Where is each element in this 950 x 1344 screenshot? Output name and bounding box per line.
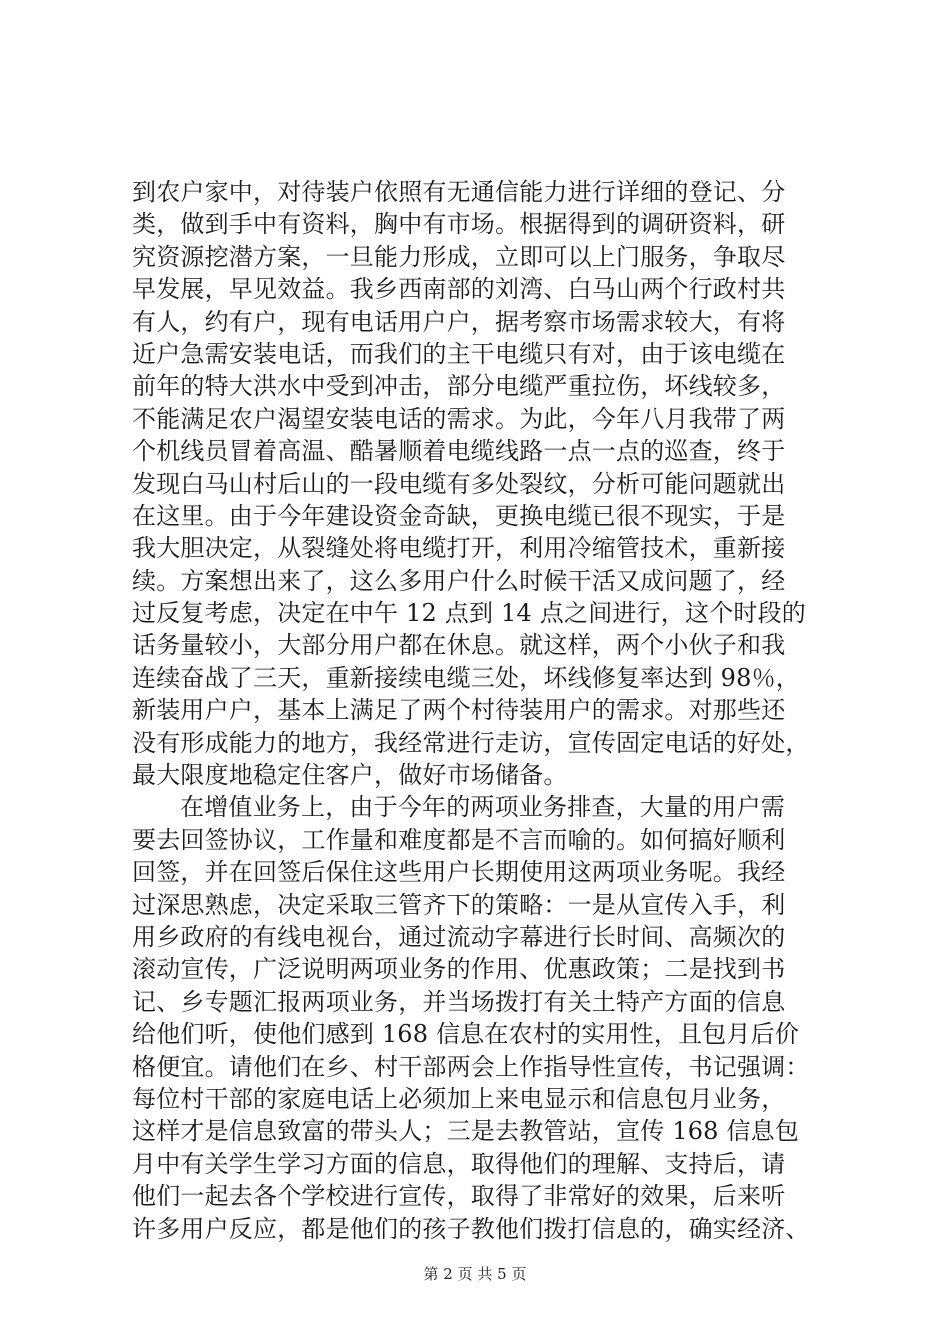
text-line: 记、乡专题汇报两项业务，并当场拨打有关土特产方面的信息 — [132, 987, 786, 1016]
text-line: 最大限度地稳定住客户，做好市场储备。 — [132, 761, 568, 790]
text-line: 给他们听，使他们感到 168 信息在农村的实用性，且包月后价 — [132, 1020, 800, 1049]
text-line: 早发展，早见效益。我乡西南部的刘湾、白马山两个行政村共 — [132, 275, 786, 304]
text-line: 类，做到手中有资料，胸中有市场。根据得到的调研资料，研 — [132, 210, 786, 239]
text-line: 个机线员冒着高温、酷暑顺着电缆线路一点一点的巡查，终于 — [132, 437, 786, 466]
text-line: 回签，并在回签后保住这些用户长期使用这两项业务呢。我经 — [132, 858, 786, 887]
text-line: 每位村干部的家庭电话上必须加上来电显示和信息包月业务， — [132, 1084, 786, 1113]
document-body — [132, 176, 852, 1245]
text-line: 续。方案想出来了，这么多用户什么时候干活又成问题了，经 — [132, 566, 786, 595]
text-line: 前年的特大洪水中受到冲击，部分电缆严重拉伤，坏线较多， — [132, 372, 786, 401]
text-line: 没有形成能力的地方，我经常进行走访，宣传固定电话的好处， — [132, 728, 810, 757]
paragraph-2 — [132, 791, 852, 1244]
text-line: 我大胆决定，从裂缝处将电缆打开，利用冷缩管技术，重新接 — [132, 534, 786, 563]
paragraph-1 — [132, 176, 852, 791]
text-line: 过反复考虑，决定在中午 12 点到 14 点之间进行，这个时段的 — [132, 599, 806, 628]
page-footer: 第 2 页 共 5 页 — [423, 1265, 527, 1283]
text-line: 滚动宣传，广泛说明两项业务的作用、优惠政策；二是找到书 — [132, 955, 786, 984]
text-line: 有人，约有户，现有电话用户户，据考察市场需求较大，有将 — [132, 307, 786, 336]
text-line: 过深思熟虑，决定采取三管齐下的策略：一是从宣传入手，利 — [132, 890, 786, 919]
text-line: 不能满足农户渴望安装电话的需求。为此，今年八月我带了两 — [132, 404, 786, 433]
text-line: 用乡政府的有线电视台，通过流动字幕进行长时间、高频次的 — [132, 922, 786, 951]
text-line: 发现白马山村后山的一段电缆有多处裂纹，分析可能问题就出 — [132, 469, 786, 498]
text-line: 近户急需安装电话，而我们的主干电缆只有对，由于该电缆在 — [132, 339, 786, 368]
text-line: 月中有关学生学习方面的信息，取得他们的理解、支持后，请 — [132, 1149, 786, 1178]
text-line: 新装用户户，基本上满足了两个村待装用户的需求。对那些还 — [132, 696, 786, 725]
text-line: 他们一起去各个学校进行宣传，取得了非常好的效果，后来听 — [132, 1182, 786, 1211]
text-line: 在这里。由于今年建设资金奇缺，更换电缆已很不现实，于是 — [132, 501, 786, 530]
text-line: 格便宜。请他们在乡、村干部两会上作指导性宣传，书记强调： — [132, 1052, 810, 1081]
text-line: 在增值业务上，由于今年的两项业务排查，大量的用户需 — [180, 793, 785, 822]
text-line: 到农户家中，对待装户依照有无通信能力进行详细的登记、分 — [132, 178, 786, 206]
text-line: 这样才是信息致富的带头人；三是去教管站，宣传 168 信息包 — [132, 1117, 800, 1146]
text-line: 话务量较小，大部分用户都在休息。就这样，两个小伙子和我 — [132, 631, 786, 660]
text-line: 要去回签协议，工作量和难度都是不言而喻的。如何搞好顺利 — [132, 825, 786, 854]
text-line: 许多用户反应，都是他们的孩子教他们拨打信息的，确实经济、 — [132, 1214, 810, 1243]
text-line: 连续奋战了三天，重新接续电缆三处，坏线修复率达到 98％， — [132, 663, 800, 692]
text-line: 究资源挖潜方案，一旦能力形成，立即可以上门服务，争取尽 — [132, 242, 786, 271]
